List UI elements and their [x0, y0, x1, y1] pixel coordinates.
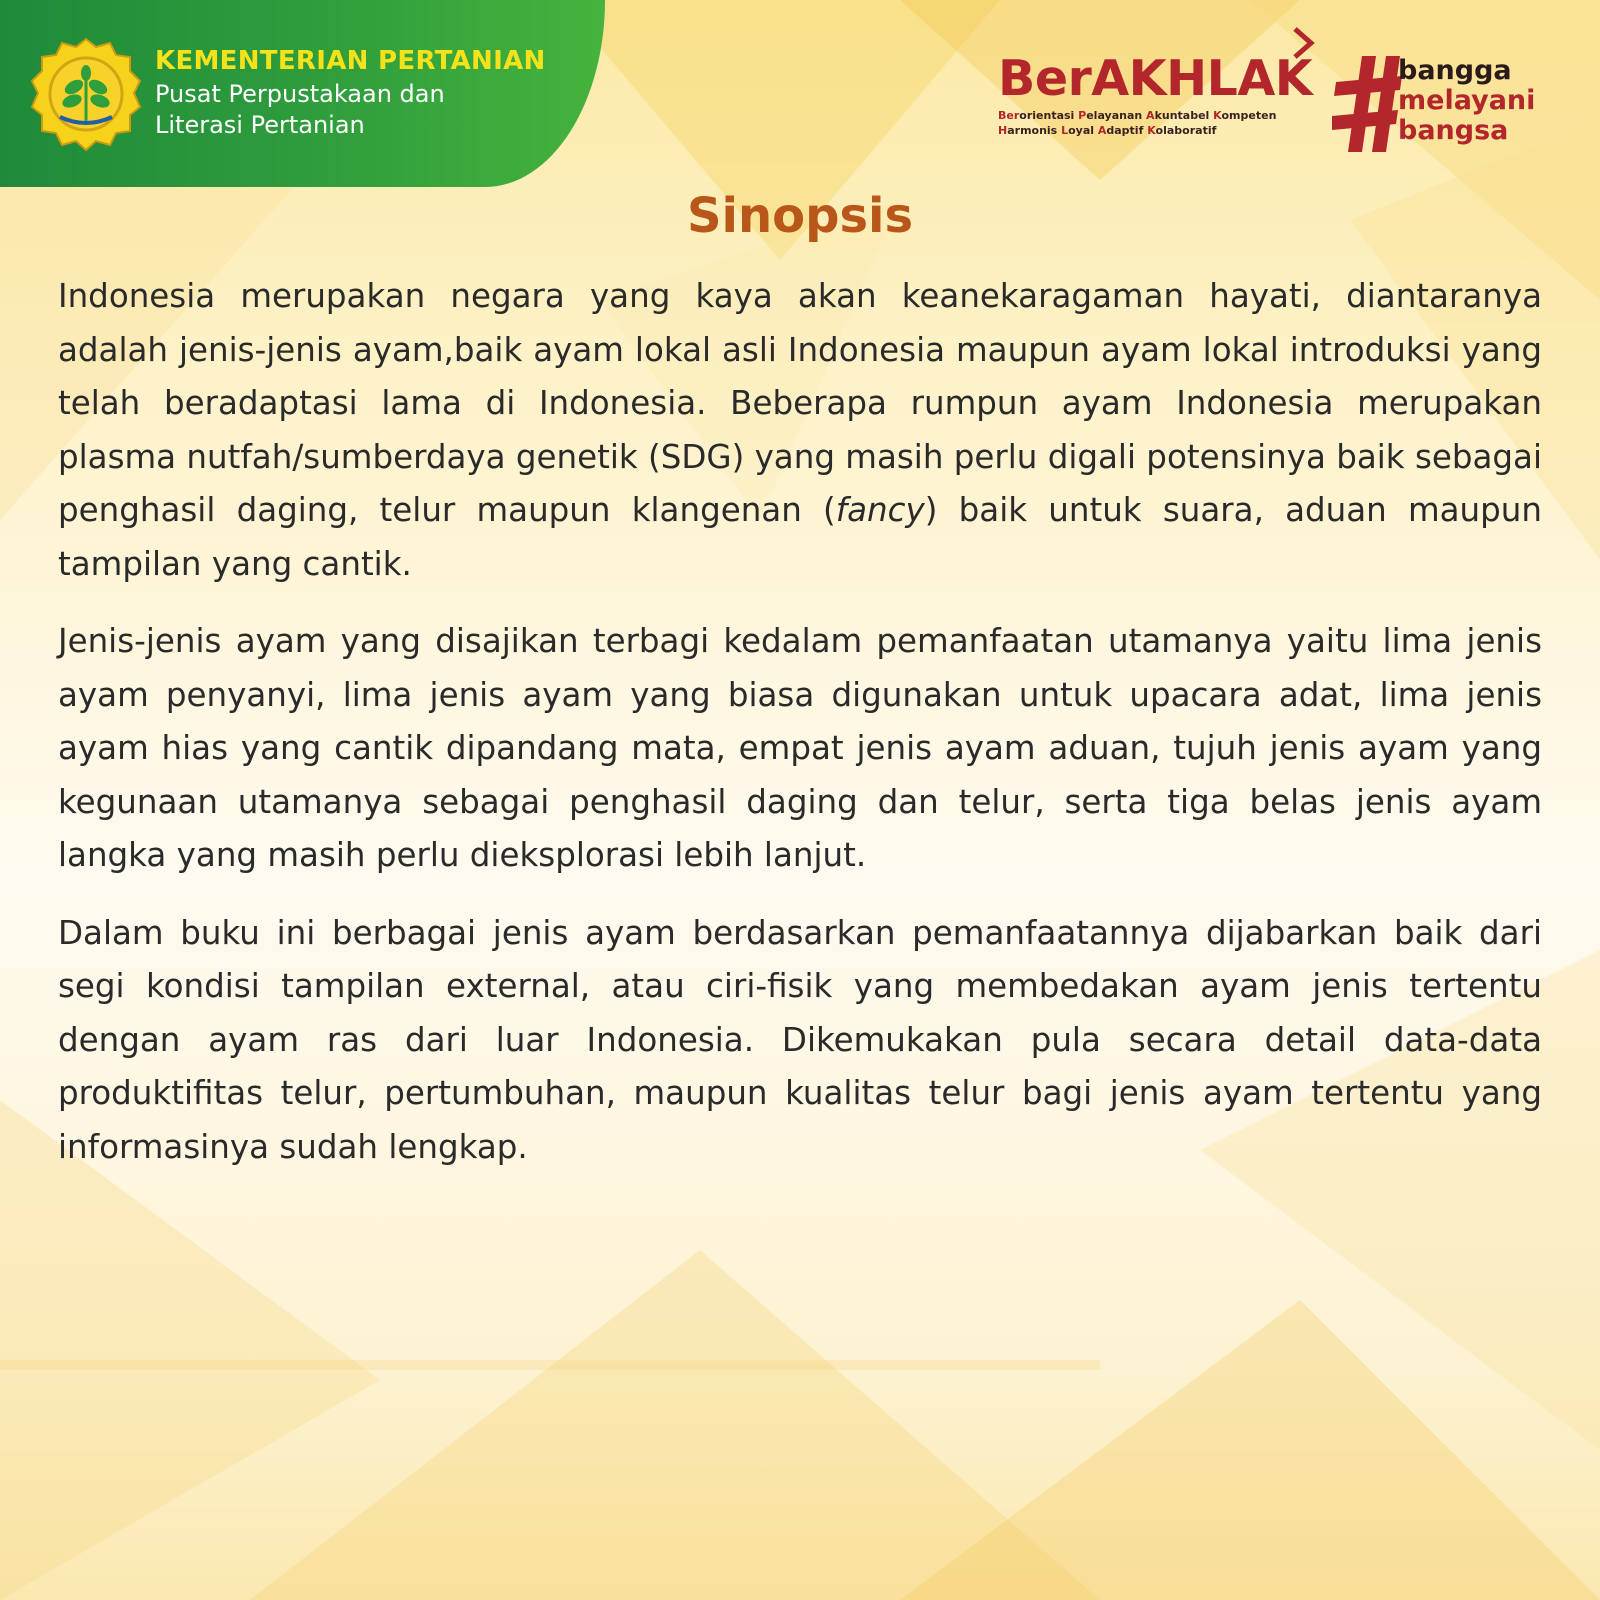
organization-subtitle-line1: Pusat Perpustakaan dan	[155, 80, 445, 108]
organization-block	[155, 46, 546, 141]
hashtag-word-melayani: melayani	[1398, 85, 1536, 116]
chevron-right-icon	[1291, 26, 1315, 60]
page-title: Sinopsis	[686, 188, 914, 244]
berakhlak-logo	[998, 50, 1316, 138]
hashtag-words	[1398, 56, 1535, 146]
organization-subtitle	[155, 79, 546, 141]
berakhlak-tagline-line2: Harmonis Loyal Adaptif Kolaboratif	[998, 124, 1217, 137]
berakhlak-wordmark: BerAKHLAK	[998, 50, 1313, 107]
organization-subtitle-line2: Literasi Pertanian	[155, 111, 365, 139]
berakhlak-tagline-line1: Berorientasi Pelayanan Akuntabel Kompeten	[998, 109, 1277, 122]
synopsis-paragraph-2: Jenis-jenis ayam yang disajikan terbagi kedalam pemanfaatan utamanya yaitu lima jenis ayam penyanyi, lima jenis ayam yang biasa digunakan untuk upacara adat, lima jenis ayam hias yang cantik dipandang mata, empat jenis ayam aduan, tujuh jenis ayam yang kegunaan utamanya sebagai penghasil daging dan telur, serta tiga belas jenis ayam langka yang masih perlu dieksplorasi lebih lanjut.	[58, 622, 1542, 874]
hashtag-word-bangsa: bangsa	[1398, 115, 1509, 146]
hashtag-word-bangga: bangga	[1398, 55, 1512, 86]
italic-term: fancy	[835, 491, 925, 529]
ministry-emblem-icon	[30, 37, 142, 152]
hashtag-logo	[1332, 52, 1562, 152]
synopsis-paragraph-1: Indonesia merupakan negara yang kaya akan keanekaragaman hayati, diantaranya adalah jenis-jenis ayam,baik ayam lokal asli Indonesia maupun ayam lokal introduksi yang telah beradaptasi lama di Indonesia. Beberapa rumpun ayam Indonesia merupakan plasma nutfah/sumberdaya genetik (SDG) yang masih perlu digali potensinya baik sebagai penghasil daging, telur maupun klangenan (fancy) baik untuk suara, aduan maupun tampilan yang cantik.	[58, 277, 1542, 583]
organization-name: KEMENTERIAN PERTANIAN	[155, 46, 546, 76]
synopsis-paragraph-3: Dalam buku ini berbagai jenis ayam berdasarkan pemanfaatannya dijabarkan baik dari segi kondisi tampilan external, atau ciri-fisik yang membedakan ayam jenis tertentu dengan ayam ras dari luar Indonesia. Dikemukakan pula secara detail data-data produktifitas telur, pertumbuhan, maupun kualitas telur bagi jenis ayam tertentu yang informasinya sudah lengkap.	[58, 913, 1542, 1166]
synopsis-body	[58, 270, 1542, 1198]
hashtag-icon	[1332, 56, 1402, 152]
